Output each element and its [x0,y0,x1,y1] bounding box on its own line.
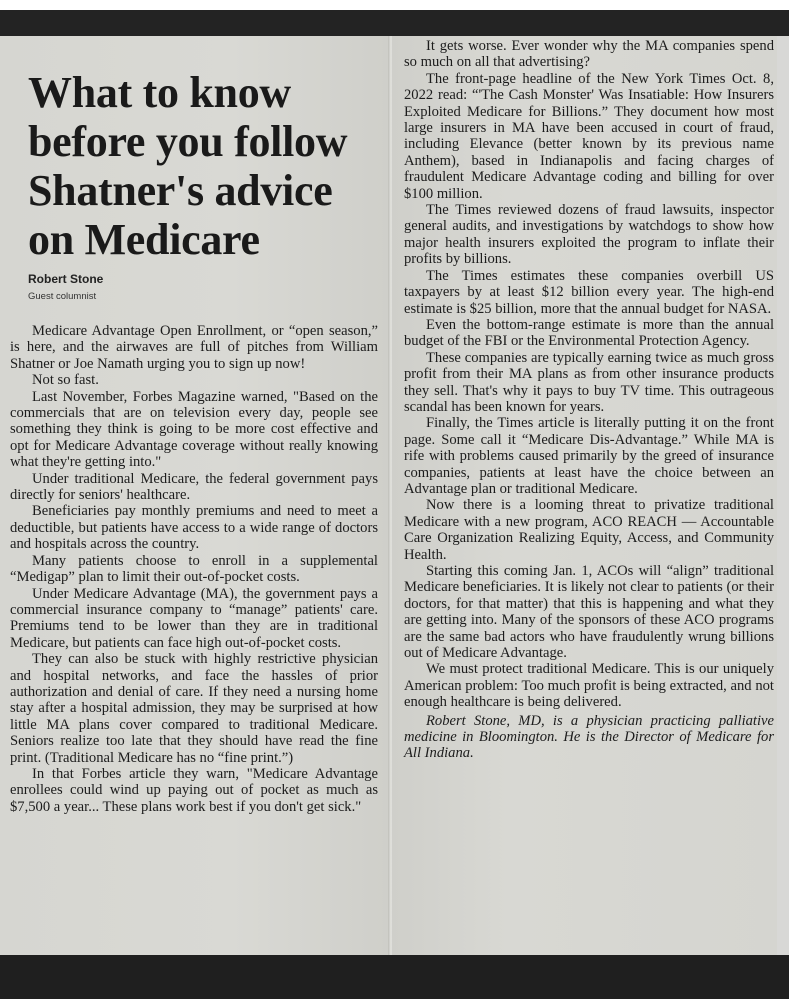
paragraph: Medicare Advantage Open Enrollment, or “open season,” is here, and the airwaves are full of pitches from William Shatner or Joe Namath urging you to sign up now! [10,323,378,372]
right-column [392,36,778,955]
right-body-text [404,38,774,762]
paragraph: Many patients choose to enroll in a supplemental “Medigap” plan to limit their out-of-pocket costs. [10,552,378,586]
paragraph: These companies are typically earning twice as much gross profit from their MA plans as from other insurance products they sell. That's why it pays to buy TV time. This outrageous scandal has been known for years. [404,349,774,415]
bottom-dark-border [0,955,789,999]
headline: What to know before you follow Shatner's advice on Medicare [28,68,348,264]
paragraph: Under Medicare Advantage (MA), the government pays a commercial insurance company to “manage” patients' care. Premiums tend to be lower than they are in traditional Medicare, but patients can face high out-of-pocket costs. [10,585,378,651]
paragraph: Finally, the Times article is literally putting it on the front page. Some call it “Medicare Dis-Advantage.” While MA is rife with problems caused primarily by the greed of insurance companies, patients at least have the choice between an Advantage plan or traditional Medicare. [404,415,774,497]
right-edge [777,36,789,955]
top-white-strip [0,0,789,10]
paragraph: Beneficiaries pay monthly premiums and need to meet a deductible, but patients have access to a wide range of doctors and hospitals across the country. [10,503,378,553]
paragraph: The Times reviewed dozens of fraud lawsuits, inspector general audits, and investigations by watchdogs to show how major health insurers exploited the program to inflate their profits by billions. [404,202,774,268]
author-bio: Robert Stone, MD, is a physician practicing palliative medicine in Bloomington. He is the Director of Medicare for All Indiana. [404,712,774,762]
paragraph: Now there is a looming threat to privatize traditional Medicare with a new program, ACO REACH — Accountable Care Organization Realizing Equity, Access, and Community Health. [404,497,774,563]
paragraph: It gets worse. Ever wonder why the MA companies spend so much on all that advertising? [404,38,774,71]
paragraph: In that Forbes article they warn, "Medicare Advantage enrollees could wind up paying out of pocket as much as $7,500 a year... These plans work best if you don't get sick." [10,765,378,815]
paragraph: Not so fast. [32,372,99,389]
paragraph: The Times estimates these companies overbill US taxpayers by at least $12 billion every year. The high-end estimate is $25 billion, more that the annual budget for NASA. [404,267,774,317]
paragraph: Even the bottom-range estimate is more than the annual budget of the FBI or the Environmental Protection Agency. [404,316,774,350]
left-body-text [10,323,378,815]
paragraph: Starting this coming Jan. 1, ACOs will “align” traditional Medicare beneficiaries. It is likely not clear to patients (or their doctors, for that matter) that this is happening and what they are getting into. Many of the sponsors of these ACO programs are the same bad actors who have fraudulently wrung billions out of Medicare Advantage. [404,563,774,662]
left-column [0,36,389,955]
author-name: Robert Stone [28,272,104,286]
newspaper-clipping [0,36,778,955]
paragraph: The front-page headline of the New York Times Oct. 8, 2022 read: “'The Cash Monster' Was Insatiable: How Insurers Exploited Medicare for Billions.” They document how most large insurers in MA have been accused in court of fraud, including Elevance (better known by its previous name Anthem), based in Indianapolis and facing charges of fraudulent Medicare Advantage coding and billing for over $100 million. [404,70,774,202]
paragraph: We must protect traditional Medicare. This is our uniquely American problem: Too much profit is being extracted, and not enough healthcare is being delivered. [404,661,774,711]
paragraph: Under traditional Medicare, the federal government pays directly for seniors' healthcare. [10,470,378,504]
paragraph: Last November, Forbes Magazine warned, "Based on the commercials that are on television every day, people see something they think is going to be more cost effective and opt for Medicare Advantage coverage without really knowing what they're getting into." [10,388,378,471]
paragraph: They can also be stuck with highly restrictive physician and hospital networks, and face the hassles of prior authorization and denial of care. If they need a nursing home stay after a hospital admission, they may be surprised at how little MA plans cover compared to traditional Medicare. Seniors realize too late that they should have read the fine print. (Traditional Medicare has no “fine print.”) [10,651,378,766]
author-role: Guest columnist [28,291,97,302]
